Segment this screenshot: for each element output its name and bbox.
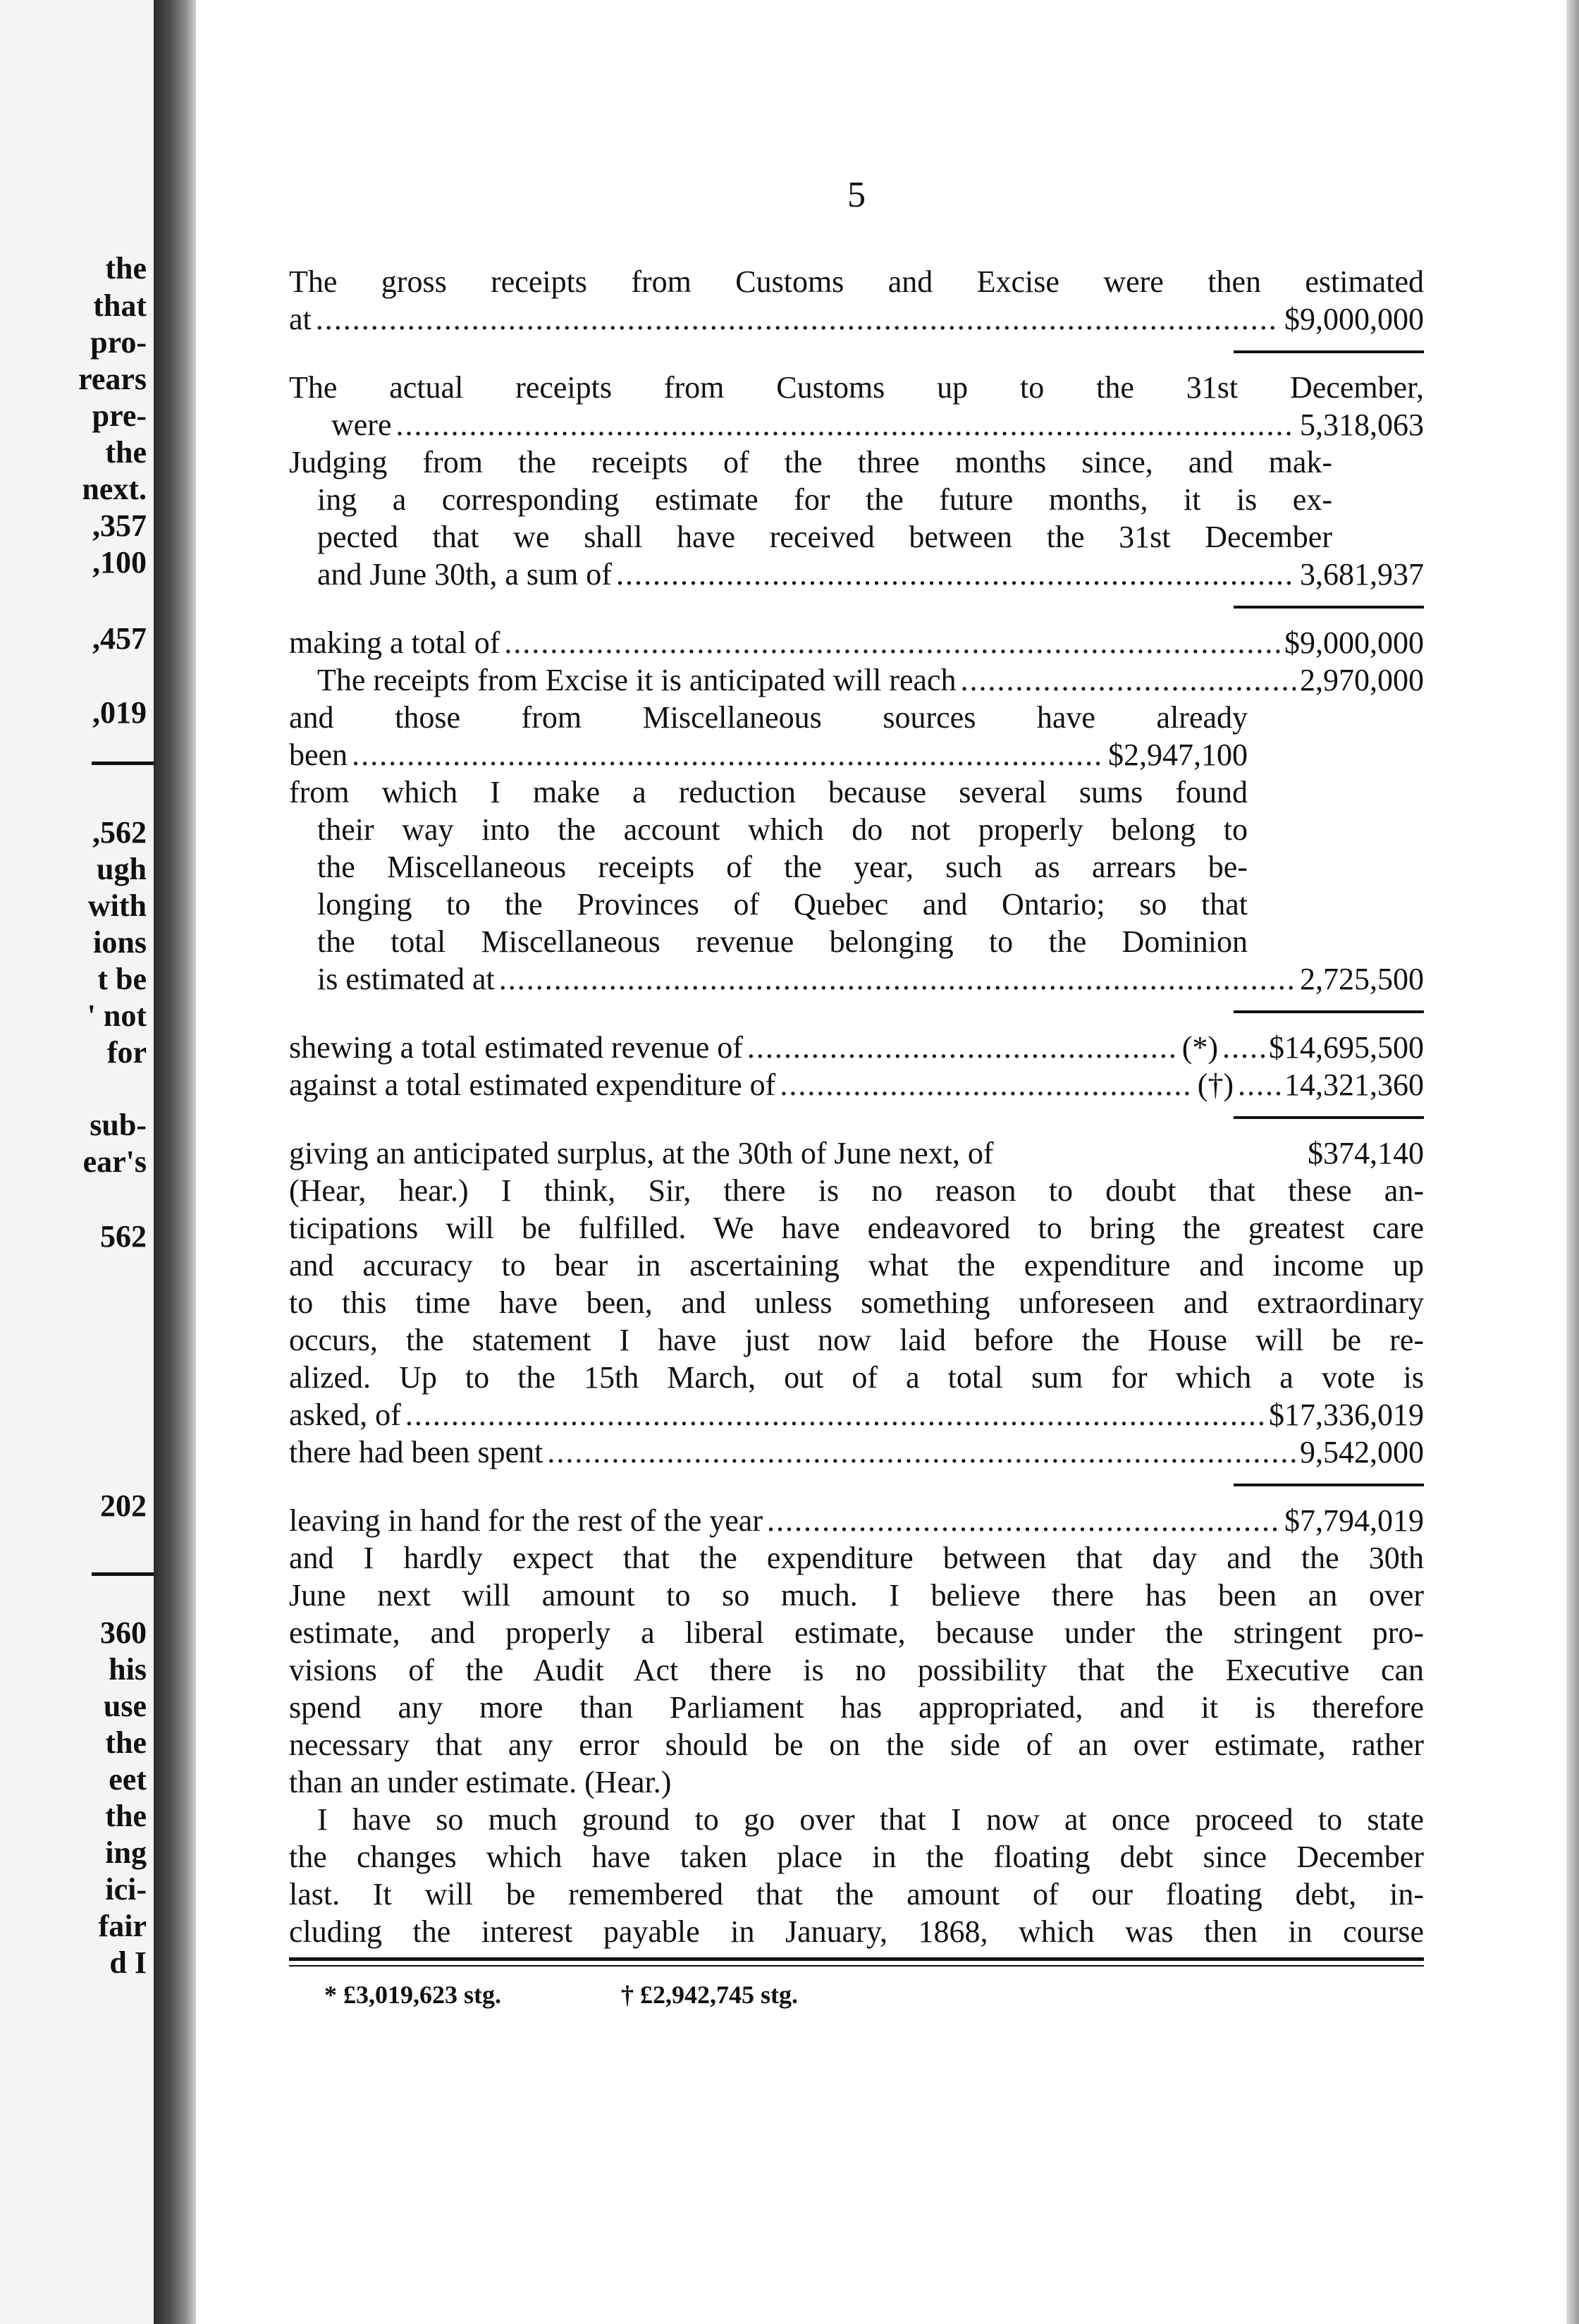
page-number: 5 <box>847 175 866 215</box>
row-label: and June 30th, a sum of <box>317 557 612 592</box>
left-page-fragment: ,562 <box>92 815 147 850</box>
left-page-fragment: 562 <box>100 1219 147 1254</box>
amount-row <box>289 960 1424 998</box>
left-page-fragment: ugh <box>97 852 147 886</box>
left-page-fragment: d I <box>109 1945 147 1980</box>
text-line: than an under estimate. (Hear.) <box>289 1765 672 1799</box>
page-edge <box>1566 0 1579 2324</box>
leader-dots <box>316 300 1280 338</box>
text-line: ticipations will be fulfilled. We have endeavored to bring the greatest care <box>289 1211 1424 1245</box>
leader-dots <box>780 1066 1193 1103</box>
amount-row <box>289 406 1424 444</box>
left-page-fragment: the <box>105 435 147 470</box>
amount-row <box>289 556 1424 593</box>
leader-dots <box>396 406 1296 444</box>
document-page <box>289 176 1424 2014</box>
text-line: and accuracy to bear in ascertaining what the expenditure and income up <box>289 1248 1424 1283</box>
leader-dots <box>961 661 1296 699</box>
leader-dots <box>504 624 1280 661</box>
footnote: † £2,942,745 stg. <box>621 1981 798 2009</box>
left-page-fragment: for <box>106 1035 147 1070</box>
left-page-fragment: t be <box>97 962 147 996</box>
left-page-fragment: pre- <box>92 398 147 433</box>
left-page-fragment: ions <box>93 925 147 960</box>
row-amount: $7,794,019 <box>1284 1503 1424 1538</box>
left-page-fragment: ,019 <box>92 695 147 730</box>
amount-row <box>289 1066 1424 1103</box>
row-label: were <box>331 408 392 442</box>
previous-page-strip <box>0 0 155 2324</box>
leader-dots <box>499 960 1296 998</box>
footnote-rule <box>289 1965 1424 1967</box>
left-page-fragment: pro- <box>90 325 147 360</box>
amount-row <box>289 300 1424 338</box>
row-label: against a total estimated expenditure of <box>289 1068 776 1102</box>
amount-row <box>289 1135 1424 1172</box>
footnote-mark: (†) <box>1197 1068 1234 1102</box>
sum-rule <box>1234 1010 1424 1013</box>
row-amount: $9,000,000 <box>1284 302 1424 336</box>
left-page-fragment: with <box>87 888 147 923</box>
amount-row <box>289 624 1424 661</box>
text-line: estimate, and properly a liberal estimate, because under the stringent pro- <box>289 1615 1424 1650</box>
amount-row <box>289 1433 1424 1471</box>
text-line: The gross receipts from Customs and Excise were then estimated <box>289 264 1424 299</box>
leader-dots <box>547 1433 1296 1471</box>
left-page-fragment: eet <box>109 1762 147 1797</box>
text-line: I have so much ground to go over that I now at once proceed to state <box>317 1802 1424 1837</box>
text-line: spend any more than Parliament has appropriated, and it is therefore <box>289 1690 1424 1725</box>
row-label: shewing a total estimated revenue of <box>289 1030 743 1065</box>
text-line: pected that we shall have received between the 31st December <box>317 520 1332 554</box>
text-line: longing to the Provinces of Quebec and Ontario; so that <box>317 887 1248 922</box>
left-page-fragment: the <box>105 251 147 286</box>
sum-rule <box>1234 1116 1424 1119</box>
text-line: last. It will be remembered that the amount of our floating debt, in- <box>289 1877 1424 1912</box>
row-amount: 3,681,937 <box>1300 557 1424 592</box>
leader-dots <box>1222 1029 1265 1066</box>
left-page-fragment: fair <box>98 1909 147 1943</box>
left-page-fragment: 202 <box>100 1488 147 1523</box>
text-line: June next will amount to so much. I believe there has been an over <box>289 1578 1424 1613</box>
left-page-fragment: ,100 <box>92 545 147 580</box>
text-line: their way into the account which do not properly belong to <box>317 812 1248 847</box>
row-amount: $374,140 <box>1308 1136 1424 1170</box>
left-page-rule <box>92 1572 155 1576</box>
row-label: making a total of <box>289 625 500 660</box>
text-line: cluding the interest payable in January, 1868, which was then in course <box>289 1914 1424 1949</box>
amount-row <box>289 736 1248 773</box>
amount-row <box>289 1029 1424 1066</box>
text-line: The actual receipts from Customs up to the 31st December, <box>289 370 1424 405</box>
sum-rule <box>1234 350 1424 353</box>
text-line: the total Miscellaneous revenue belonging to the Dominion <box>317 924 1248 959</box>
leader-dots <box>616 556 1296 593</box>
row-amount: 5,318,063 <box>1300 408 1424 442</box>
left-page-fragment: ' not <box>87 998 147 1033</box>
left-page-fragment: ,357 <box>92 508 147 543</box>
text-line: and those from Miscellaneous sources have already <box>289 700 1248 735</box>
text-line: (Hear, hear.) I think, Sir, there is no reason to doubt that these an- <box>289 1173 1424 1208</box>
row-label: been <box>289 738 348 772</box>
left-page-fragment: ici- <box>105 1872 147 1907</box>
sum-rule <box>1234 606 1424 608</box>
text-line: the Miscellaneous receipts of the year, such as arrears be- <box>317 850 1248 884</box>
footnotes <box>289 1976 1424 2014</box>
text-line: occurs, the statement I have just now laid before the House will be re- <box>289 1323 1424 1357</box>
row-amount: 14,321,360 <box>1284 1068 1424 1102</box>
left-page-fragment: the <box>105 1799 147 1833</box>
text-line: and I hardly expect that the expenditure between that day and the 30th <box>289 1541 1424 1575</box>
text-line: the changes which have taken place in the floating debt since December <box>289 1840 1424 1874</box>
left-page-rule <box>92 762 155 765</box>
left-page-fragment: the <box>105 1725 147 1760</box>
left-page-fragment: ing <box>105 1835 147 1870</box>
row-label: giving an anticipated surplus, at the 30th of June next, of <box>289 1136 994 1170</box>
row-amount: $17,336,019 <box>1269 1398 1424 1432</box>
row-label: at <box>289 302 312 336</box>
amount-row <box>289 1502 1424 1539</box>
leader-dots <box>767 1502 1280 1539</box>
row-amount: 9,542,000 <box>1300 1435 1424 1469</box>
leader-dots <box>1238 1066 1280 1103</box>
row-label: is estimated at <box>317 962 495 996</box>
left-page-fragment: use <box>103 1689 147 1723</box>
row-amount: $2,947,100 <box>1108 738 1248 772</box>
amount-row <box>289 661 1424 699</box>
footnote-mark: (*) <box>1181 1030 1218 1065</box>
text-line: Judging from the receipts of the three months since, and mak- <box>289 445 1332 479</box>
left-page-fragment: his <box>109 1652 147 1687</box>
leader-dots <box>747 1029 1178 1066</box>
row-amount: $14,695,500 <box>1269 1030 1424 1065</box>
book-gutter <box>154 0 196 2324</box>
text-line: visions of the Audit Act there is no possibility that the Executive can <box>289 1653 1424 1687</box>
row-label: The receipts from Excise it is anticipated will reach <box>317 663 957 697</box>
row-amount: 2,970,000 <box>1300 663 1424 697</box>
footnote-rule <box>289 1957 1424 1961</box>
row-amount: $9,000,000 <box>1284 625 1424 660</box>
left-page-fragment: rears <box>78 362 147 396</box>
text-line: alized. Up to the 15th March, out of a total sum for which a vote is <box>289 1360 1424 1395</box>
leader-dots <box>352 736 1104 773</box>
footnote: * £3,019,623 stg. <box>324 1981 501 2009</box>
left-page-fragment: 360 <box>100 1615 147 1650</box>
row-amount: 2,725,500 <box>1300 962 1424 996</box>
text-line: necessary that any error should be on the side of an over estimate, rather <box>289 1727 1424 1762</box>
left-page-fragment: next. <box>82 472 147 506</box>
row-label: asked, of <box>289 1398 401 1432</box>
amount-row <box>289 1396 1424 1433</box>
left-page-fragment: that <box>93 288 147 323</box>
left-page-fragment: sub- <box>90 1108 147 1142</box>
row-label: leaving in hand for the rest of the year <box>289 1503 763 1538</box>
sum-rule <box>1234 1484 1424 1486</box>
text-line: to this time have been, and unless something unforeseen and extraordinary <box>289 1285 1424 1320</box>
left-page-fragment: ,457 <box>92 621 147 656</box>
text-line: ing a corresponding estimate for the future months, it is ex- <box>317 482 1332 517</box>
text-line: from which I make a reduction because several sums found <box>289 775 1248 809</box>
leader-dots <box>405 1396 1265 1433</box>
left-page-fragment: ear's <box>82 1144 147 1179</box>
row-label: there had been spent <box>289 1435 543 1469</box>
